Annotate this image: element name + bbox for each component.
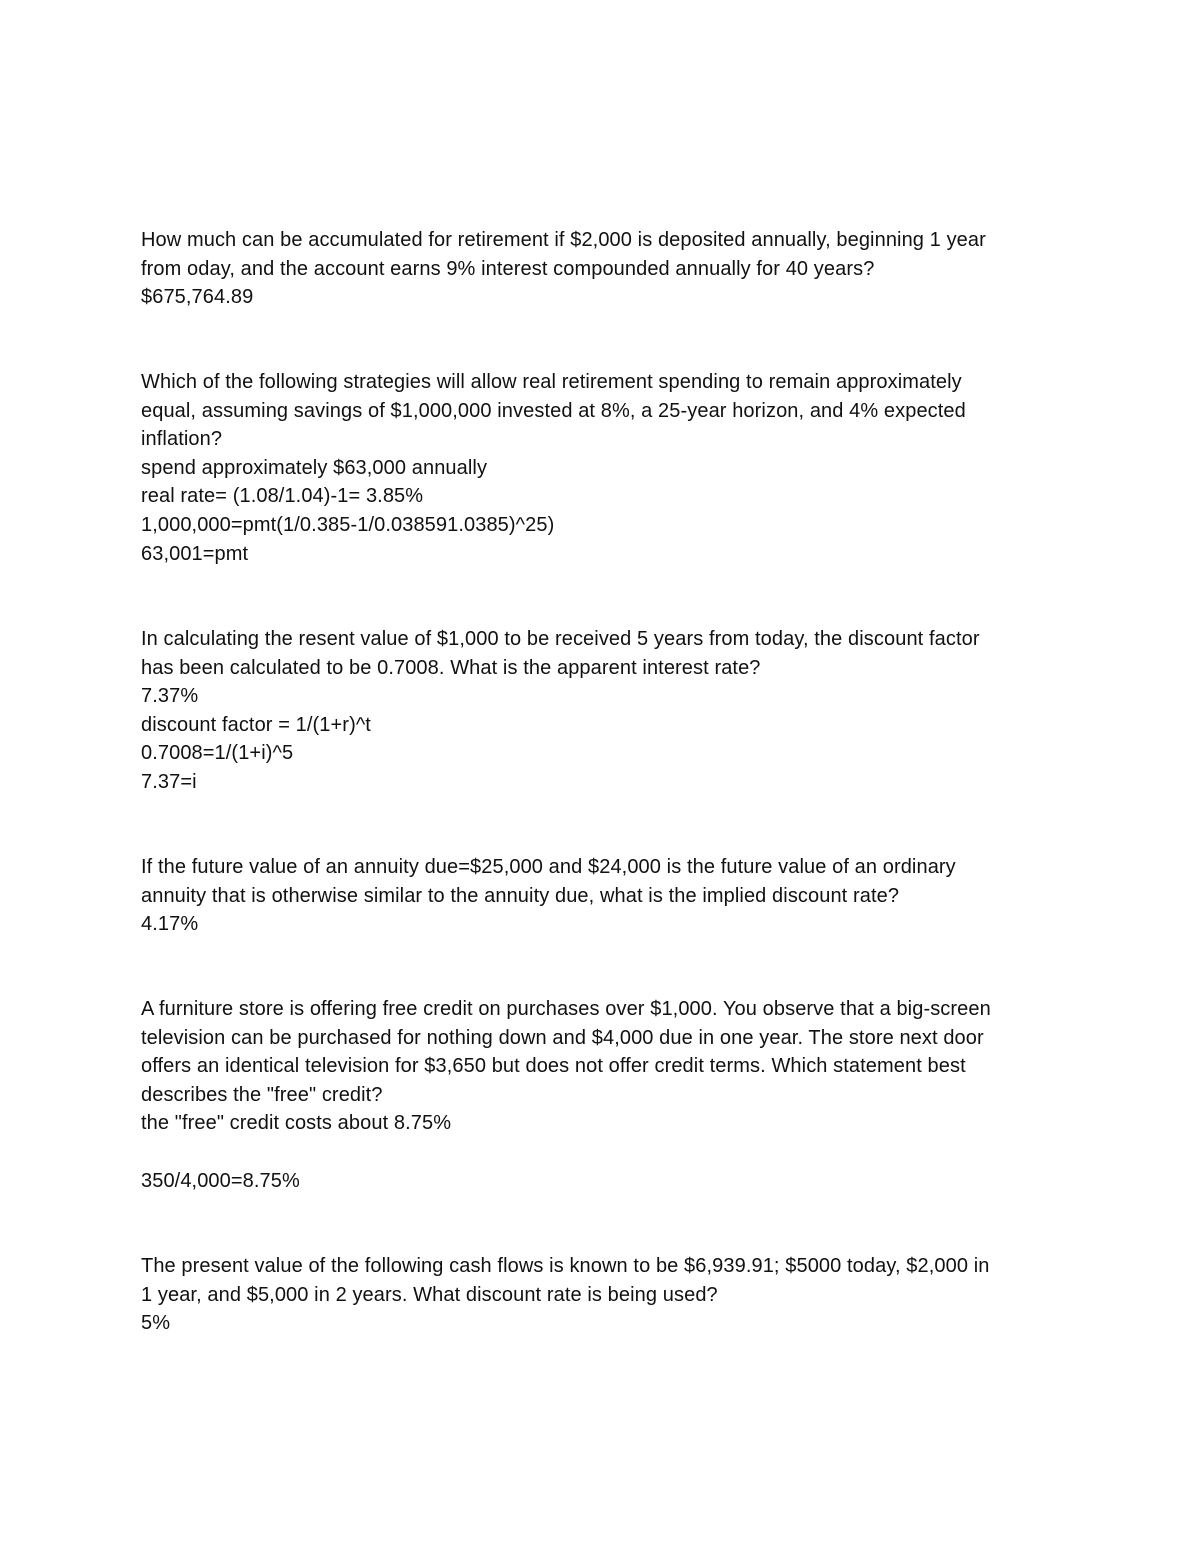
question-text-line: offers an identical television for $3,650 but does not offer credit terms. Which statement best — [141, 1055, 966, 1078]
question-text-line: 1 year, and $5,000 in 2 years. What discount rate is being used? — [141, 1283, 718, 1306]
working-text-line: 7.37=i — [141, 770, 197, 793]
question-text-line: If the future value of an annuity due=$25,000 and $24,000 is the future value of an ordinary — [141, 856, 956, 878]
question-text-line: The present value of the following cash flows is known to be $6,939.91; $5000 today, $2,000 in — [141, 1255, 990, 1277]
question-text-line: equal, assuming savings of $1,000,000 invested at 8%, a 25-year horizon, and 4% expected — [141, 399, 966, 422]
working-text-line: discount factor = 1/(1+r)^t — [141, 713, 371, 736]
question-block-4 — [141, 853, 1061, 939]
question-text-line: In calculating the resent value of $1,000 to be received 5 years from today, the discount factor — [141, 628, 980, 650]
question-text-line: describes the "free" credit? — [141, 1083, 383, 1106]
working-text-line: 350/4,000=8.75% — [141, 1169, 300, 1192]
question-block-3 — [141, 625, 1061, 797]
answer-text-line: $675,764.89 — [141, 286, 254, 309]
answer-text-line: 7.37% — [141, 685, 199, 708]
question-block-2 — [141, 368, 1061, 568]
question-text-line: television can be purchased for nothing down and $4,000 due in one year. The store next door — [141, 1026, 984, 1049]
working-text-line: 0.7008=1/(1+i)^5 — [141, 742, 294, 765]
question-block-6 — [141, 1252, 1061, 1338]
working-text-line: 63,001=pmt — [141, 542, 249, 565]
question-text-line: A furniture store is offering free credit on purchases over $1,000. You observe that a big-screen — [141, 998, 991, 1020]
answer-text-line: spend approximately $63,000 annually — [141, 456, 488, 479]
question-block-5 — [141, 995, 1061, 1195]
working-text-line: 1,000,000=pmt(1/0.385-1/0.038591.0385)^25) — [141, 513, 555, 536]
question-text-line: How much can be accumulated for retirement if $2,000 is deposited annually, beginning 1 year — [141, 229, 986, 251]
question-text-line: inflation? — [141, 428, 223, 451]
question-text-line: Which of the following strategies will allow real retirement spending to remain approximately — [141, 371, 962, 393]
answer-text-line: the "free" credit costs about 8.75% — [141, 1112, 452, 1135]
blank-line — [141, 1138, 1061, 1167]
answer-text-line: 4.17% — [141, 913, 199, 936]
question-text-line: annuity that is otherwise similar to the annuity due, what is the implied discount rate? — [141, 884, 900, 907]
question-block-1 — [141, 226, 1061, 312]
working-text-line: real rate= (1.08/1.04)-1= 3.85% — [141, 485, 424, 508]
question-text-line: has been calculated to be 0.7008. What is the apparent interest rate? — [141, 656, 761, 679]
answer-text-line: 5% — [141, 1312, 171, 1335]
question-text-line: from oday, and the account earns 9% interest compounded annually for 40 years? — [141, 257, 875, 280]
